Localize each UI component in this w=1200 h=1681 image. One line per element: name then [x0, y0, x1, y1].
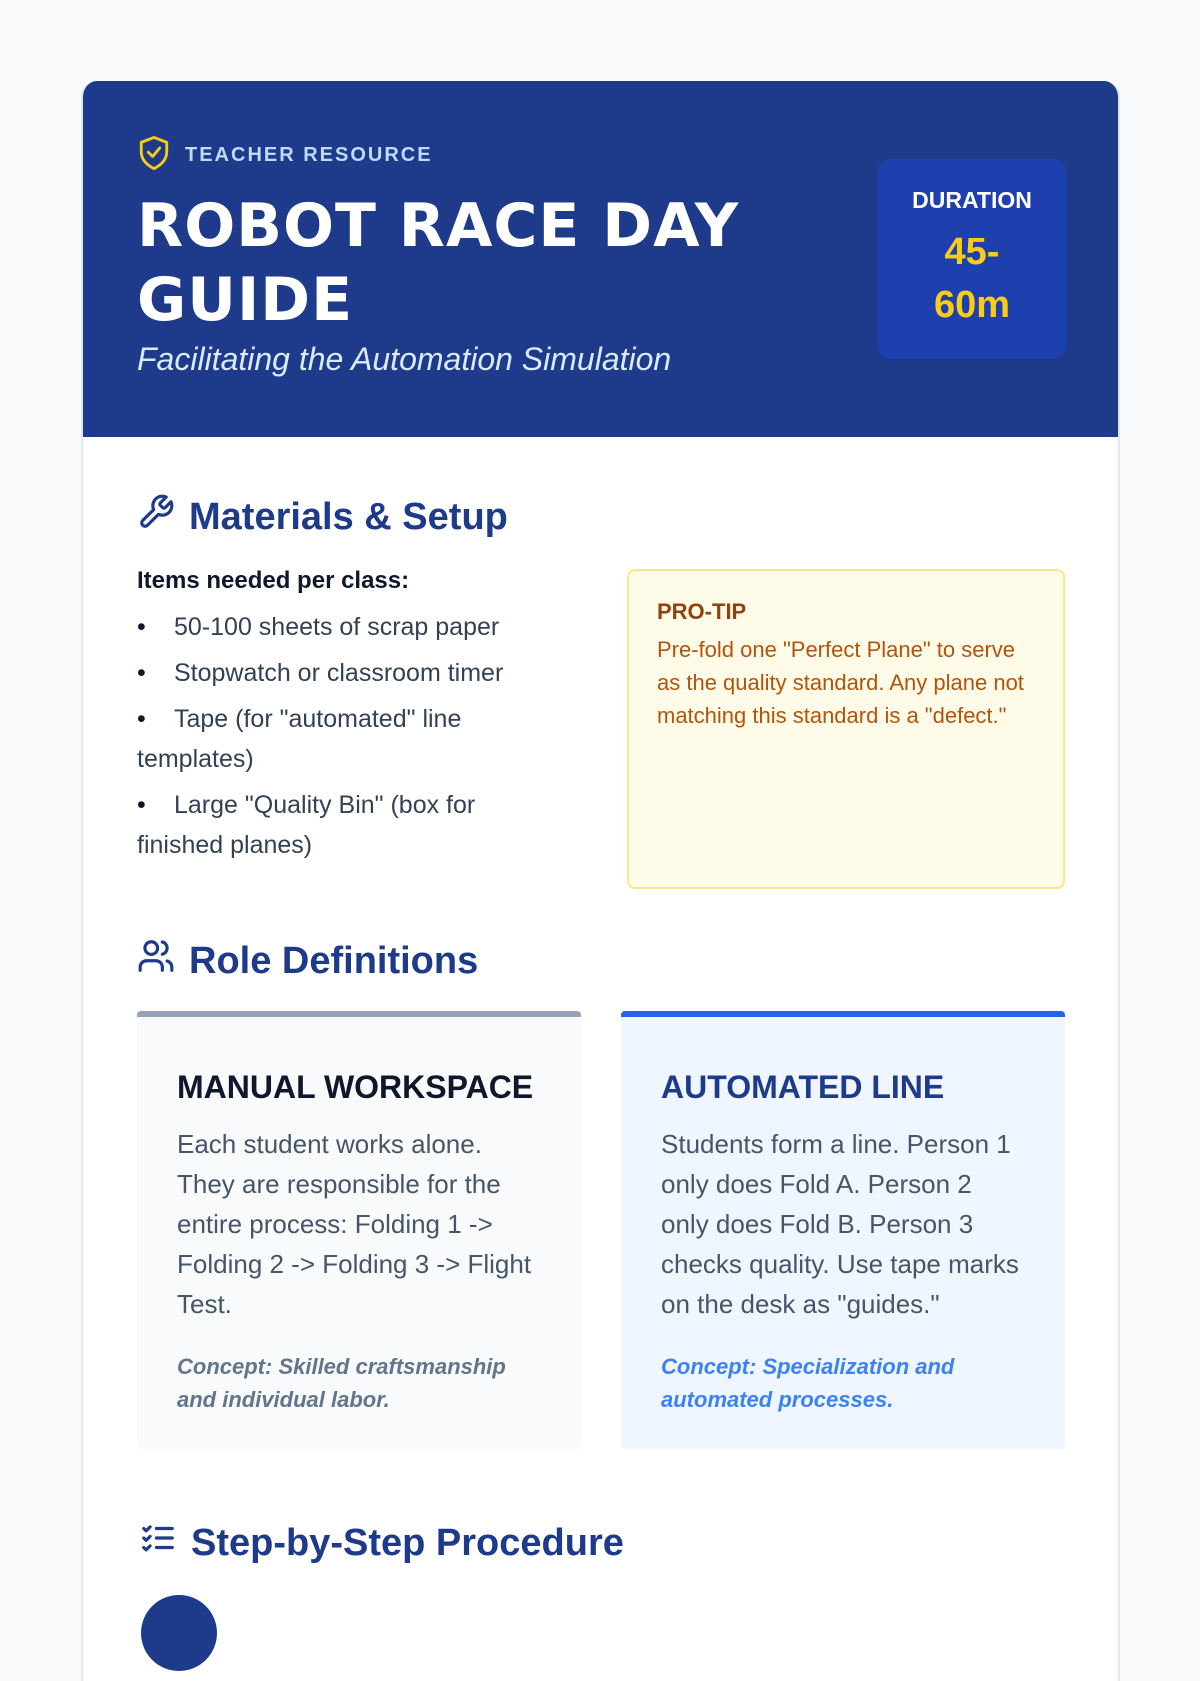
items-heading: Items needed per class: — [137, 567, 410, 594]
page-title: ROBOT RACE DAY GUIDE — [137, 191, 740, 335]
list-item: • Stopwatch or classroom timer — [137, 653, 557, 693]
guide-card — [81, 81, 1120, 1681]
manual-concept: Concept: Skilled craftsmanship and individual labor. — [177, 1354, 506, 1412]
materials-section — [137, 437, 1064, 857]
step-number-circle — [141, 1595, 217, 1671]
shield-check-icon — [137, 134, 171, 177]
procedure-heading — [139, 1519, 624, 1567]
manual-title: MANUAL WORKSPACE — [177, 1069, 534, 1105]
materials-list — [137, 607, 557, 871]
protip-text: Pre-fold one "Perfect Plane" to serve as the quality standard. Any plane not matching this standard is a "defect." — [657, 637, 1024, 728]
manual-workspace-card — [137, 1011, 581, 1449]
page-subtitle: Facilitating the Automation Simulation — [137, 341, 672, 377]
users-icon — [137, 937, 175, 985]
roles-title: Role Definitions — [189, 939, 479, 982]
list-item: • Tape (for "automated" line templates) — [137, 699, 557, 779]
header — [83, 81, 1118, 437]
list-item: • 50-100 sheets of scrap paper — [137, 607, 557, 647]
list-item: • Large "Quality Bin" (box for finished planes) — [137, 785, 557, 865]
manual-text: Each student works alone. They are responsible for the entire process: Folding 1 -> Folding 2 -> Folding 3 -> Flight Test. — [177, 1129, 532, 1319]
roles-section — [137, 857, 1064, 1437]
protip-label: PRO-TIP — [657, 599, 747, 624]
automated-line-card — [621, 1011, 1065, 1449]
duration-value: 45- 60m — [933, 231, 1011, 326]
eyebrow-label: TEACHER RESOURCE — [185, 143, 433, 166]
automated-concept: Concept: Specialization and automated processes. — [661, 1354, 955, 1412]
wrench-icon — [137, 493, 175, 541]
duration-label: DURATION — [912, 187, 1032, 213]
procedure-title: Step-by-Step Procedure — [191, 1521, 624, 1564]
roles-heading — [137, 937, 478, 985]
duration-badge — [878, 159, 1066, 359]
list-checks-icon — [139, 1519, 177, 1567]
automated-title: AUTOMATED LINE — [661, 1069, 945, 1105]
automated-text: Students form a line. Person 1 only does Fold A. Person 2 only does Fold B. Person 3 checks quality. Use tape marks on the desk as "guides." — [661, 1129, 1019, 1319]
materials-title: Materials & Setup — [189, 495, 508, 538]
content-body — [83, 437, 1118, 1437]
protip-box — [627, 569, 1065, 889]
materials-heading — [137, 493, 508, 541]
